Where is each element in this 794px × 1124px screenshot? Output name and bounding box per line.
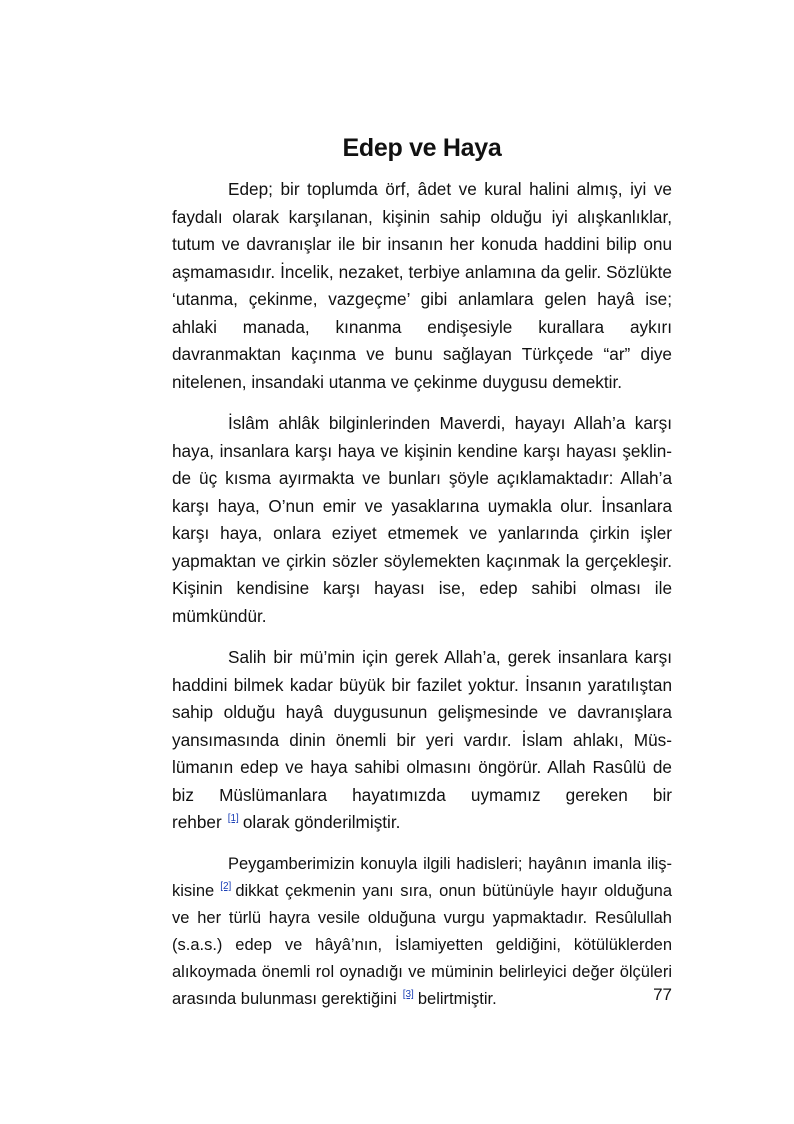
- paragraph: [172, 410, 672, 630]
- paragraph-text: olarak gönderilmiştir.: [242, 812, 401, 832]
- paragraph: [172, 851, 672, 1013]
- paragraph-text: Edep; bir toplumda örf, âdet ve kural halini almış, iyi ve faydalı olarak karşılanan, kişinin sahip olduğu iyi alışkanlıklar, tutum ve davranışlar ile bir insanın her konuda haddini bilip onu aşmamasıdır. İncelik, nezaket, terbiye anlamına da gelir. Sözlükte ‘utanma, çekinme, vazgeçme’ gibi anlamlara gelen hayâ ise; ahlaki manada, kınanma endişesiyle kurallara aykırı davranmaktan kaçınma ve bunu sağlayan Türkçede “ar” diye nitelenen, insandaki utanma ve çekinme duygusu demektir.: [172, 179, 672, 392]
- paragraph: [172, 176, 672, 396]
- footnote-link-2[interactable]: [2]: [220, 881, 232, 892]
- paragraph: [172, 644, 672, 837]
- footnote-link-3[interactable]: [3]: [402, 989, 414, 1000]
- page-title: Edep ve Haya: [342, 134, 502, 162]
- paragraph-text: dikkat çekmenin yanı sıra, onun bütünüyle hayır olduğuna ve her türlü hayra vesile olduğuna vurgu yapmaktadır. Resûlullah (s.a.s.) edep ve hâyâ’nın, İslamiyetten geldiğini, kötülüklerden alıkoymada önemli rol oynadığı ve müminin belirleyici değer ölçüleri arasında bulunması gerektiğini: [172, 881, 672, 1008]
- paragraph-text: Salih bir mü’min için gerek Allah’a, gerek insanlara karşı haddini bilmek kadar büyük bir fazilet yoktur. İnsanın yaratılıştan sahip olduğu hayâ duygusunun gelişmesinde ve davranışlara yansımasında dinin önemli bir yeri vardır. İslam ahlakı, Müslümanın edep ve haya sahibi olmasını öngörür. Allah Rasûlü de biz Müslümanlara hayatımızda uymamız gereken bir rehber: [172, 647, 672, 832]
- paragraph-text: Peygamberimizin konuyla ilgili hadisleri; hayânın imanla ilişkisine: [172, 854, 672, 900]
- footnote-link-1[interactable]: [1]: [227, 813, 239, 825]
- paragraph-text: İslâm ahlâk bilginlerinden Maverdi, hayayı Allah’a karşı haya, insanlara karşı haya ve kişinin kendine karşı hayası şeklinde üç kısma ayırmakta ve bunları şöyle açıklamaktadır: Allah’a karşı haya, O’nun emir ve yasaklarına uymakla olur. İnsanlara karşı haya, onlara eziyet etmemek ve yanlarında çirkin işler yapmaktan ve çirkin sözler söylemekten kaçınmak la gerçekleşir. Kişinin kendisine karşı hayası ise, edep sahibi olması ile mümkündür.: [172, 413, 672, 626]
- page-number: 77: [653, 985, 672, 1004]
- paragraph-text: belirtmiştir.: [417, 989, 497, 1008]
- body-text: [172, 176, 672, 1027]
